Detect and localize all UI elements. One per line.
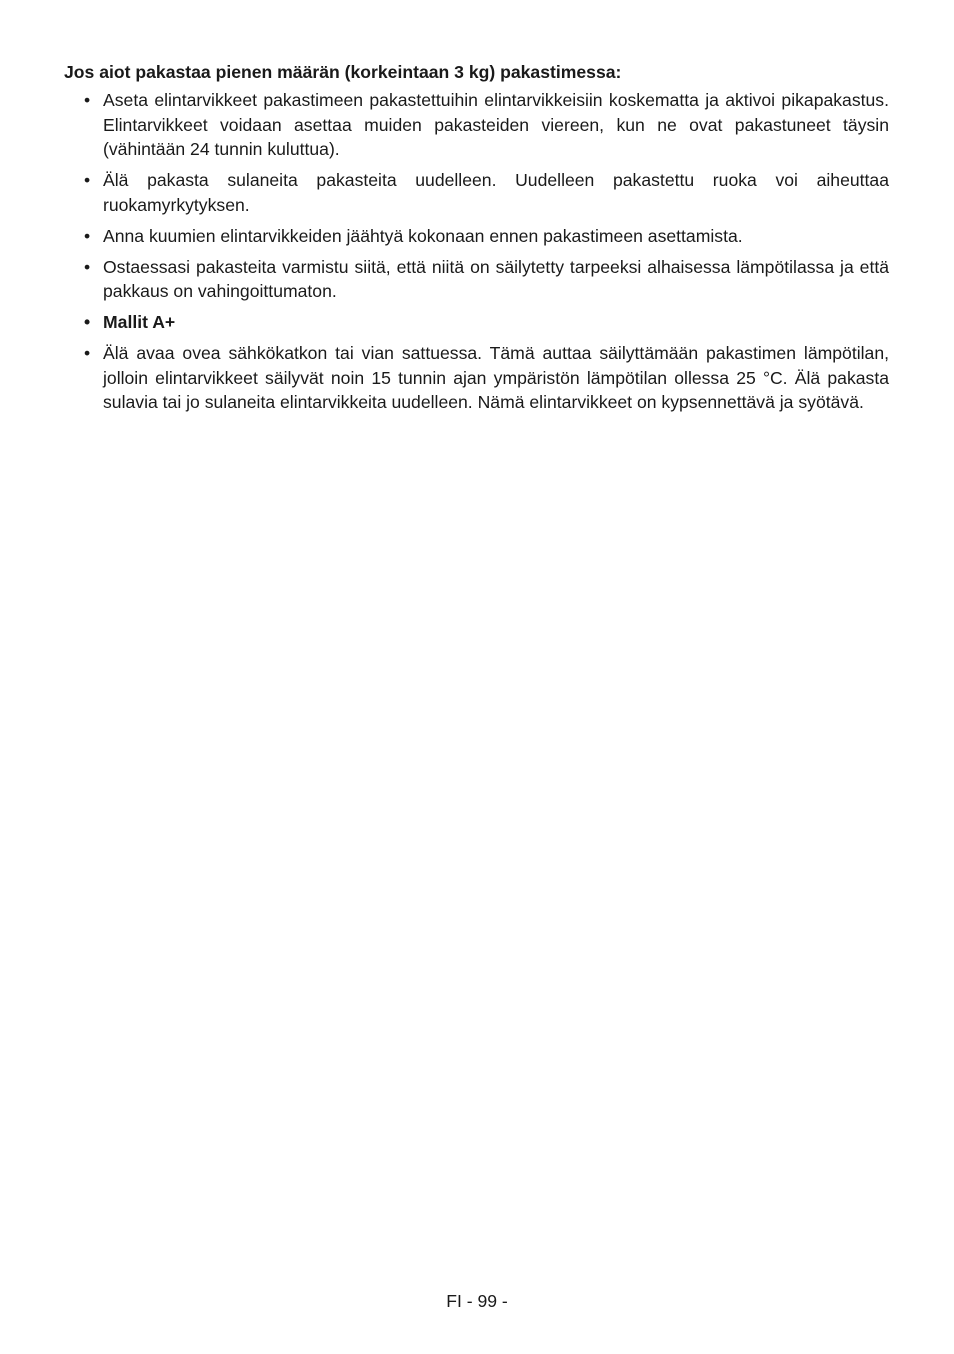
- instruction-list: [64, 88, 889, 415]
- list-item-text: Ostaessasi pakasteita varmistu siitä, että niitä on säilytetty tarpeeksi alhaisessa lämpötilassa ja että pakkaus on vahingoittumaton.: [103, 256, 889, 301]
- list-item-text: Aseta elintarvikkeet pakastimeen pakastettuihin elintarvikkeisiin koskematta ja aktivoi pikapakastus. Elintarvikkeet voidaan asettaa muiden pakasteiden viereen, kun ne ovat pakastuneet täysin (vähintään 24 tunnin kuluttua).: [103, 90, 889, 159]
- bullet-marker: •: [84, 170, 91, 190]
- list-item: [64, 168, 889, 217]
- bullet-marker: •: [84, 312, 91, 332]
- list-item-text: Mallit A+: [103, 312, 176, 332]
- list-item: [64, 88, 889, 162]
- bullet-marker: •: [84, 256, 91, 277]
- list-item: [64, 341, 889, 415]
- page-number: FI - 99 -: [446, 1291, 508, 1311]
- page-content: [64, 60, 889, 421]
- section-heading: Jos aiot pakastaa pienen määrän (korkeintaan 3 kg) pakastimessa:: [64, 62, 622, 82]
- list-item-text: Älä pakasta sulaneita pakasteita uudelleen. Uudelleen pakastettu ruoka voi aiheuttaa ruokamyrkytyksen.: [103, 170, 889, 215]
- bullet-marker: •: [84, 225, 91, 246]
- list-item: [64, 224, 889, 249]
- bullet-marker: •: [84, 343, 91, 363]
- list-item: [64, 255, 889, 304]
- list-item-text: Anna kuumien elintarvikkeiden jäähtyä kokonaan ennen pakastimeen asettamista.: [103, 225, 743, 246]
- list-item-subheading: [64, 310, 889, 335]
- bullet-marker: •: [84, 90, 91, 110]
- list-item-text: Älä avaa ovea sähkökatkon tai vian sattuessa. Tämä auttaa säilyttämään pakastimen lämpötilan, jolloin elintarvikkeet säilyvät noin 15 tunnin ajan ympäristön lämpötilan ollessa 25 °C. Älä pakasta sulavia tai jo sulaneita elintarvikkeita uudelleen. Nämä elintarvikkeet on kypsennettävä ja syötävä.: [103, 343, 889, 412]
